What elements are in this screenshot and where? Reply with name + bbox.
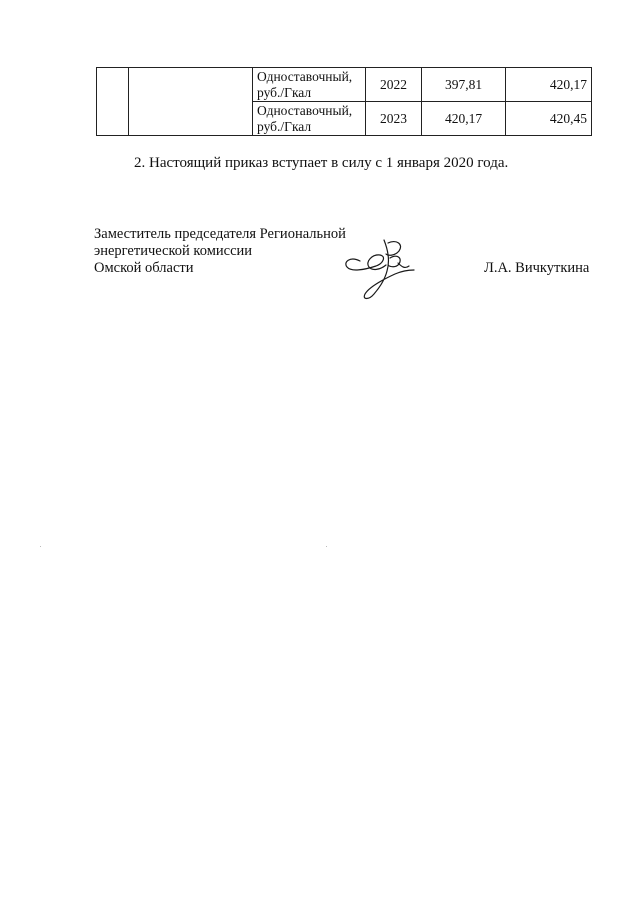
- value-cell: 397,81: [422, 68, 506, 102]
- value-cell: 420,17: [506, 68, 592, 102]
- scan-speck: [40, 546, 41, 547]
- handwritten-signature-icon: [338, 234, 422, 304]
- position-line: Заместитель председателя Региональной: [94, 226, 346, 242]
- signatory-position: [94, 226, 346, 277]
- unit-cell: Одноставочный, руб./Гкал: [253, 102, 366, 136]
- order-item-paragraph: 2. Настоящий приказ вступает в силу с 1 января 2020 года.: [134, 155, 509, 171]
- year-cell: 2022: [366, 68, 422, 102]
- signer-name: Л.А. Вичкуткина: [484, 260, 590, 276]
- position-line: Омской области: [94, 260, 194, 276]
- position-line: энергетической комиссии: [94, 243, 253, 259]
- value-cell: 420,45: [506, 102, 592, 136]
- table-row: [97, 68, 592, 102]
- empty-cell: [129, 68, 253, 136]
- tariff-table: [96, 67, 592, 136]
- value-cell: 420,17: [422, 102, 506, 136]
- empty-cell: [97, 68, 129, 136]
- scan-speck: [326, 546, 327, 547]
- year-cell: 2023: [366, 102, 422, 136]
- unit-cell: Одноставочный, руб./Гкал: [253, 68, 366, 102]
